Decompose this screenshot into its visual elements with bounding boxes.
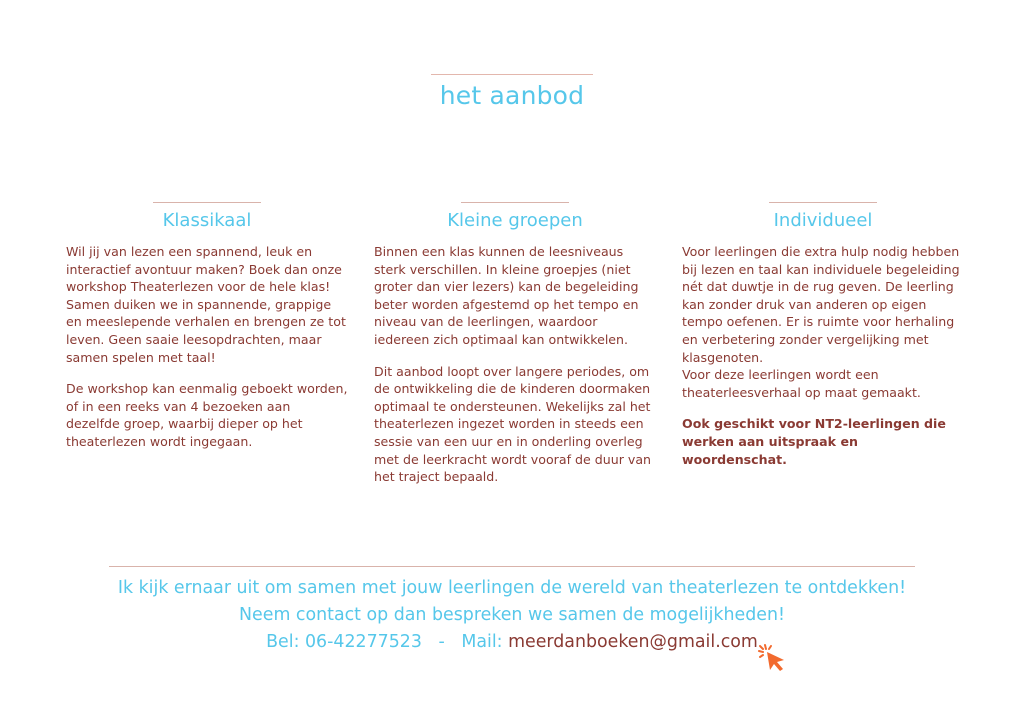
column-heading: Klassikaal — [162, 210, 252, 231]
column-divider — [153, 202, 261, 203]
email-link[interactable]: meerdanboeken@gmail.com — [508, 632, 758, 652]
column-paragraph: Wil jij van lezen een spannend, leuk en interactief avontuur maken? Boek dan onze workshop Theaterlezen voor de hele klas! Samen duiken we in spannende, grappige en meeslepende verhalen en brengen ze tot leven. Geen saaie leesopdrachten, maar samen spelen met taal! — [66, 244, 346, 365]
column-divider — [461, 202, 569, 203]
footer — [0, 566, 1024, 656]
column-kleine-groepen — [374, 202, 656, 500]
column-bold-note: Ook geschikt voor NT2-leerlingen die werken aan uitspraak en woordenschat. — [682, 416, 946, 467]
column-divider — [769, 202, 877, 203]
column-paragraph: Voor deze leerlingen wordt een theaterleesverhaal op maat gemaakt. — [682, 367, 921, 400]
column-heading: Kleine groepen — [447, 210, 583, 231]
column-heading: Individueel — [773, 210, 873, 231]
column-klassikaal — [66, 202, 348, 465]
footer-line-2: Neem contact op dan bespreken we samen de mogelijkheden! — [239, 605, 785, 625]
click-cursor-icon — [757, 643, 789, 673]
header — [0, 74, 1024, 110]
footer-contact — [0, 629, 1024, 656]
column-individueel — [682, 202, 964, 482]
phone-text: Bel: 06-42277523 - Mail: — [266, 632, 509, 652]
footer-line-1: Ik kijk ernaar uit om samen met jouw leerlingen de wereld van theaterlezen te ontdekken! — [117, 578, 907, 598]
column-paragraph: De workshop kan eenmalig geboekt worden, of in een reeks van 4 bezoeken aan dezelfde groep, waarbij dieper op het theaterlezen wordt ingegaan. — [66, 381, 348, 449]
column-paragraph: Binnen een klas kunnen de leesniveaus sterk verschillen. In kleine groepjes (niet groter dan vier lezers) kan de begeleiding beter worden afgestemd op het tempo en niveau van de leerlingen, waardoor iedereen zich optimaal kan ontwikkelen. — [374, 244, 639, 347]
footer-divider — [109, 566, 915, 567]
page-title: het aanbod — [439, 81, 585, 110]
column-paragraph: Dit aanbod loopt over langere periodes, om de ontwikkeling die de kinderen doormaken optimaal te ondersteunen. Wekelijks zal het theaterlezen ingezet worden in steeds een sessie van een uur en in onderling overleg met de leerkracht wordt vooraf de duur van het traject bepaald. — [374, 363, 652, 485]
column-paragraph: Voor leerlingen die extra hulp nodig hebben bij lezen en taal kan individuele begeleiding nét dat duwtje in de rug geven. De leerling kan zonder druk van anderen op eigen tempo oefenen. Er is ruimte voor herhaling en verbetering zonder vergelijking met klasgenoten. — [682, 244, 960, 365]
title-divider — [431, 74, 593, 75]
